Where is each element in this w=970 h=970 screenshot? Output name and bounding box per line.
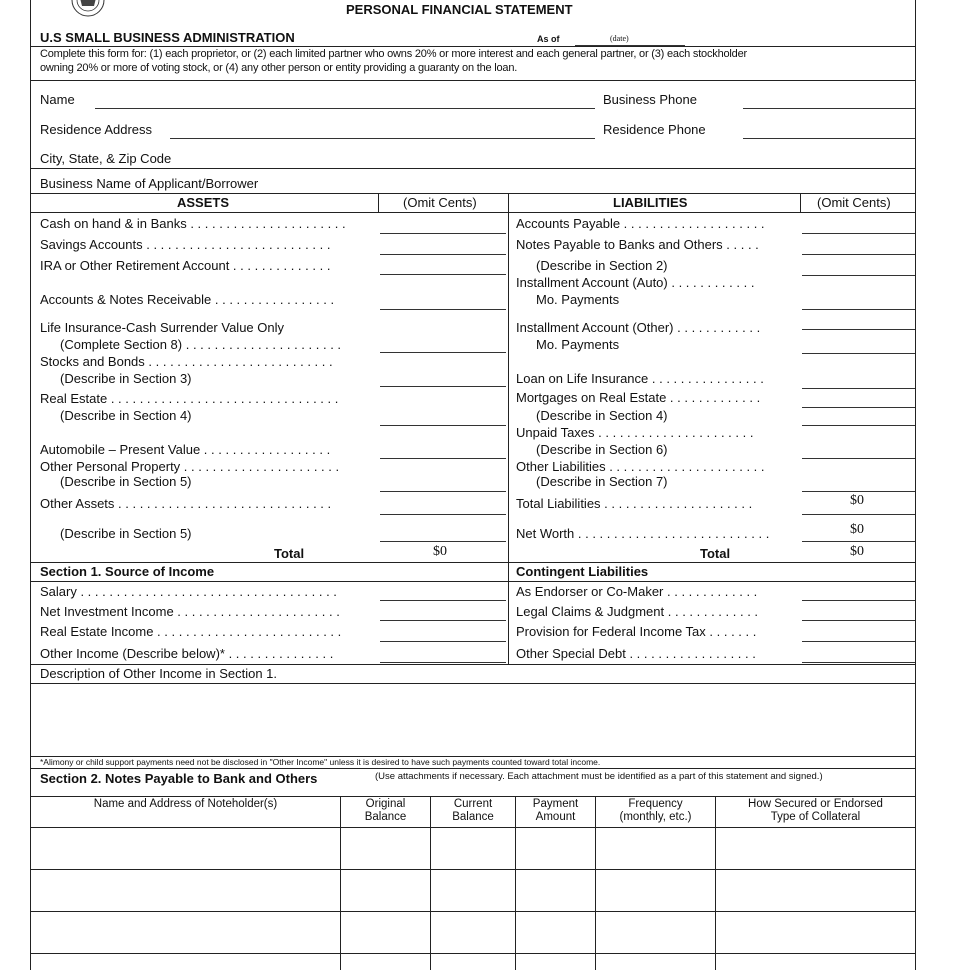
liability-row: Mortgages on Real Estate . . . . . . . . . . . . .	[516, 390, 761, 405]
contingent-value-field[interactable]	[802, 641, 915, 642]
liability-value-field[interactable]	[802, 275, 915, 276]
liabilities-omit-cents: (Omit Cents)	[817, 195, 891, 210]
asset-value-field[interactable]	[380, 541, 506, 542]
liability-row: Notes Payable to Banks and Others . . . . .	[516, 237, 759, 252]
liability-row: Unpaid Taxes . . . . . . . . . . . . . . . . . . . . . .	[516, 425, 754, 440]
income-row: Other Income (Describe below)* . . . . . . . . . . . . . . .	[40, 646, 334, 661]
contingent-row: Provision for Federal Income Tax . . . . . . .	[516, 624, 757, 639]
liability-value-field[interactable]	[802, 388, 915, 389]
asset-value-field[interactable]	[380, 386, 506, 387]
assets-omit-cents: (Omit Cents)	[403, 195, 477, 210]
liability-row: Total Liabilities . . . . . . . . . . . . . . . . . . . . .	[516, 496, 753, 511]
asset-row: Other Assets . . . . . . . . . . . . . . . . . . . . . . . . . . . . . .	[40, 496, 332, 511]
agency-name: U.S SMALL BUSINESS ADMINISTRATION	[40, 30, 295, 45]
income-row: Real Estate Income . . . . . . . . . . . . . . . . . . . . . . . . . .	[40, 624, 342, 639]
asset-row: (Describe in Section 3)	[60, 371, 192, 386]
liability-value-field[interactable]	[802, 425, 915, 426]
business-phone-field[interactable]	[743, 108, 915, 109]
col-secured-header: How Secured or Endorsed	[748, 798, 883, 810]
liability-value-field[interactable]	[802, 458, 915, 459]
liability-row: (Describe in Section 4)	[536, 408, 668, 423]
col-current-balance-header: Current	[453, 798, 493, 810]
asset-value-field[interactable]	[380, 309, 506, 310]
liabilities-total-value: $0	[850, 544, 864, 559]
liability-row: Accounts Payable . . . . . . . . . . . . . . . . . . . .	[516, 216, 765, 231]
asset-row: Automobile – Present Value . . . . . . . . . . . . . . . . . .	[40, 442, 331, 457]
asset-row: (Complete Section 8) . . . . . . . . . . . . . . . . . . . . . .	[60, 337, 342, 352]
other-income-description-label: Description of Other Income in Section 1.	[40, 666, 278, 681]
name-field[interactable]	[95, 108, 595, 109]
liability-row: Mo. Payments	[536, 292, 620, 307]
asset-row: Other Personal Property . . . . . . . . . . . . . . . . . . . . . .	[40, 459, 340, 474]
contingent-value-field[interactable]	[802, 662, 915, 663]
asset-value-field[interactable]	[380, 233, 506, 234]
asset-row: Accounts & Notes Receivable . . . . . . . . . . . . . . . . .	[40, 292, 335, 307]
liabilities-heading: LIABILITIES	[613, 195, 688, 210]
col-original-balance-header: Original	[365, 798, 406, 810]
date-label: (date)	[610, 34, 629, 43]
business-name-label: Business Name of Applicant/Borrower	[40, 176, 259, 191]
liability-row: Other Liabilities . . . . . . . . . . . . . . . . . . . . . .	[516, 459, 765, 474]
section2-note: (Use attachments if necessary. Each attachment must be identified as a part of this statement and signed.)	[375, 771, 823, 782]
liability-row: Net Worth . . . . . . . . . . . . . . . . . . . . . . . . . . .	[516, 526, 770, 541]
col-payment-amount-header: Payment	[532, 798, 579, 810]
income-value-field[interactable]	[380, 662, 506, 663]
income-row: Net Investment Income . . . . . . . . . . . . . . . . . . . . . . .	[40, 604, 340, 619]
liability-row: (Describe in Section 7)	[536, 474, 668, 489]
name-label: Name	[40, 92, 75, 107]
asset-value-field[interactable]	[380, 274, 506, 275]
contingent-value-field[interactable]	[802, 600, 915, 601]
notes-table-row[interactable]	[31, 912, 915, 952]
col-frequency-header: Frequency	[628, 798, 683, 810]
instructions-line2: owning 20% or more of voting stock, or (4) any other person or entity providing a guaranty on the loan.	[40, 62, 518, 74]
contingent-row: As Endorser or Co-Maker . . . . . . . . . . . . .	[516, 584, 758, 599]
liability-row: Installment Account (Other) . . . . . . . . . . . .	[516, 320, 761, 335]
contingent-row: Legal Claims & Judgment . . . . . . . . . . . . .	[516, 604, 759, 619]
liability-value-field[interactable]	[802, 491, 915, 492]
income-value-field[interactable]	[380, 620, 506, 621]
assets-total-label: Total	[274, 546, 305, 561]
contingent-heading: Contingent Liabilities	[516, 564, 649, 579]
city-state-zip-label: City, State, & Zip Code	[40, 151, 172, 166]
liability-row: Mo. Payments	[536, 337, 620, 352]
residence-address-label: Residence Address	[40, 122, 153, 137]
as-of-label: As of	[537, 34, 560, 44]
liability-value-field[interactable]	[802, 329, 915, 330]
liability-row: Loan on Life Insurance . . . . . . . . . . . . . . . .	[516, 371, 764, 386]
assets-total-value: $0	[433, 544, 447, 559]
section1-heading: Section 1. Source of Income	[40, 564, 215, 579]
contingent-value-field[interactable]	[802, 620, 915, 621]
col-noteholder-header: Name and Address of Noteholder(s)	[93, 798, 278, 810]
liability-value-field[interactable]	[802, 353, 915, 354]
income-value-field[interactable]	[380, 600, 506, 601]
income-value-field[interactable]	[380, 641, 506, 642]
asset-row: Cash on hand & in Banks . . . . . . . . . . . . . . . . . . . . . .	[40, 216, 346, 231]
asset-row: (Describe in Section 5)	[60, 474, 192, 489]
section2-heading: Section 2. Notes Payable to Bank and Others	[40, 771, 318, 786]
asset-row: Real Estate . . . . . . . . . . . . . . . . . . . . . . . . . . . . . . . .	[40, 391, 339, 406]
asset-row: (Describe in Section 4)	[60, 408, 192, 423]
asset-value-field[interactable]	[380, 458, 506, 459]
asset-value-field[interactable]	[380, 352, 506, 353]
business-name-field[interactable]	[30, 193, 916, 194]
liability-row: (Describe in Section 2)	[536, 258, 668, 273]
assets-heading: ASSETS	[177, 195, 230, 210]
asset-row: Life Insurance-Cash Surrender Value Only	[40, 320, 284, 335]
contingent-row: Other Special Debt . . . . . . . . . . . . . . . . . .	[516, 646, 756, 661]
liability-value-field[interactable]	[802, 233, 915, 234]
asset-value-field[interactable]	[380, 254, 506, 255]
liability-value-field[interactable]	[802, 254, 915, 255]
other-income-description-field[interactable]	[31, 684, 914, 756]
liability-row: (Describe in Section 6)	[536, 442, 668, 457]
residence-phone-label: Residence Phone	[603, 122, 706, 137]
alimony-footnote: *Alimony or child support payments need not be disclosed in "Other Income" unless it is desired to have such payments counted toward total income.	[40, 757, 601, 767]
sba-seal-logo	[68, 0, 108, 22]
liability-row: Installment Account (Auto) . . . . . . . . . . . .	[516, 275, 755, 290]
city-state-zip-field[interactable]	[30, 168, 916, 169]
liabilities-total-label: Total	[700, 546, 731, 561]
asset-row: Savings Accounts . . . . . . . . . . . . . . . . . . . . . . . . . .	[40, 237, 331, 252]
notes-table-row[interactable]	[31, 870, 915, 910]
residence-phone-field[interactable]	[743, 138, 915, 139]
residence-address-field[interactable]	[170, 138, 595, 139]
asset-row: (Describe in Section 5)	[60, 526, 192, 541]
liability-value-field[interactable]	[802, 309, 915, 310]
notes-table-row[interactable]	[31, 828, 915, 868]
form-title: PERSONAL FINANCIAL STATEMENT	[346, 2, 573, 17]
income-row: Salary . . . . . . . . . . . . . . . . . . . . . . . . . . . . . . . . . . . .	[40, 584, 337, 599]
instructions-line1: Complete this form for: (1) each proprietor, or (2) each limited partner who owns 20% or more interest and each general partner, or (3) each stockholder	[40, 48, 747, 60]
business-phone-label: Business Phone	[603, 92, 697, 107]
asset-value-field[interactable]	[380, 491, 506, 492]
total-liabilities-value: $0	[850, 493, 864, 508]
asset-row: Stocks and Bonds . . . . . . . . . . . . . . . . . . . . . . . . . .	[40, 354, 333, 369]
asset-value-field[interactable]	[380, 514, 506, 515]
asset-row: IRA or Other Retirement Account . . . . . . . . . . . . . .	[40, 258, 331, 273]
asset-value-field[interactable]	[380, 425, 506, 426]
net-worth-value: $0	[850, 522, 864, 537]
liability-value-field[interactable]	[802, 407, 915, 408]
